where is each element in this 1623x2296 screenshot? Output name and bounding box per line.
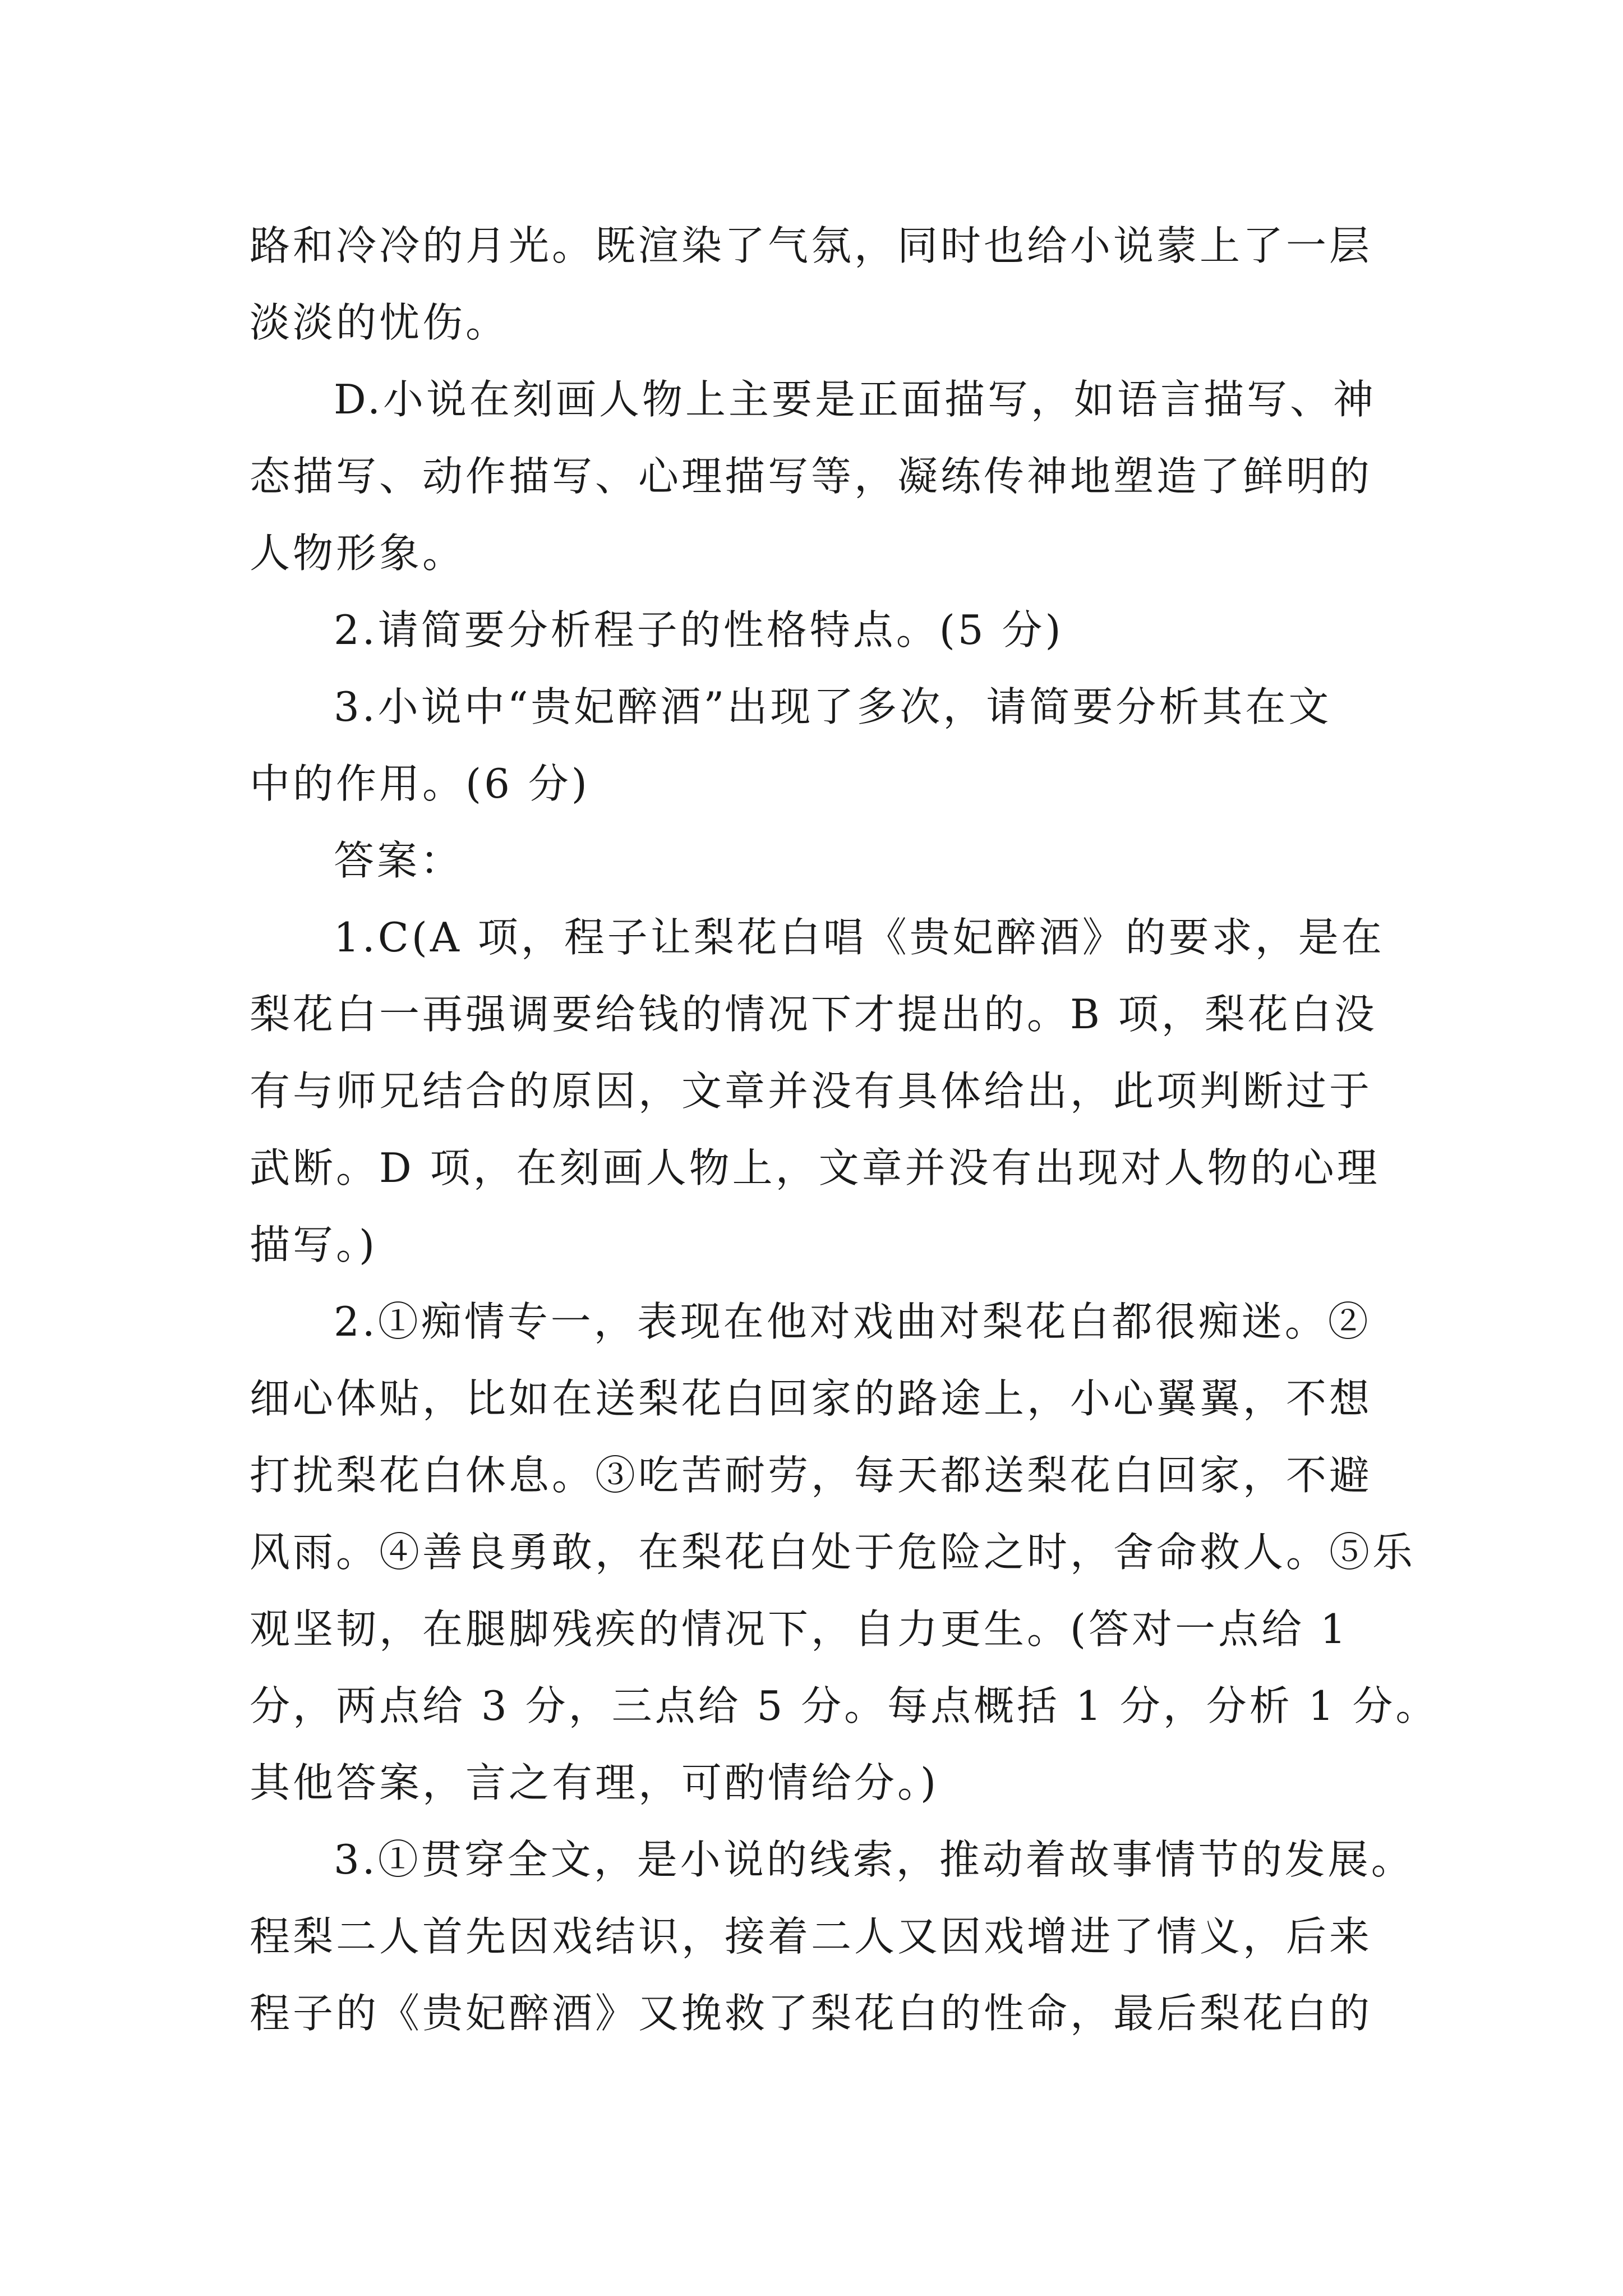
text-line: 打扰梨花白休息。③吃苦耐劳，每天都送梨花白回家，不避	[250, 1452, 1373, 1499]
text-line: 态描写、动作描写、心理描写等，凝练传神地塑造了鲜明的	[250, 453, 1373, 500]
text-line: 中的作用。(6 分)	[250, 760, 590, 807]
text-line: 人物形象。	[250, 530, 466, 577]
text-line: 淡淡的忧伤。	[250, 299, 509, 346]
question-2	[250, 592, 1388, 669]
text-line: 2.①痴情专一，表现在他对戏曲对梨花白都很痴迷。②	[334, 1298, 1371, 1345]
text-line: 3.①贯穿全文，是小说的线索，推动着故事情节的发展。	[334, 1836, 1414, 1883]
paragraph-option-c-continued	[250, 208, 1388, 361]
text-line: 其他答案，言之有理，可酌情给分。)	[250, 1759, 939, 1806]
text-line: 梨花白一再强调要给钱的情况下才提出的。B 项，梨花白没	[250, 991, 1377, 1038]
text-line: 3.小说中“贵妃醉酒”出现了多次，请简要分析其在文	[334, 683, 1332, 730]
text-line: 描写。)	[250, 1221, 378, 1268]
text-line: D.小说在刻画人物上主要是正面描写，如语言描写、神	[334, 376, 1377, 423]
text-line: 分，两点给 3 分，三点给 5 分。每点概括 1 分，分析 1 分。	[250, 1682, 1439, 1729]
text-line: 观坚韧，在腿脚残疾的情况下，自力更生。(答对一点给 1	[250, 1605, 1349, 1653]
text-line: 路和冷冷的月光。既渲染了气氛，同时也给小说蒙上了一层	[250, 222, 1373, 269]
paragraph-option-d	[250, 361, 1388, 592]
answer-heading	[250, 822, 1388, 899]
answer-2	[250, 1283, 1439, 1821]
document-body	[250, 208, 1439, 2052]
text-line: 1.C(A 项，程子让梨花白唱《贵妃醉酒》的要求，是在	[334, 914, 1385, 961]
text-line: 有与师兄结合的原因，文章并没有具体给出，此项判断过于	[250, 1068, 1373, 1115]
answer-3	[250, 1821, 1414, 2052]
text-line: 细心体贴，比如在送梨花白回家的路途上，小心翼翼，不想	[250, 1375, 1373, 1422]
text-line: 程梨二人首先因戏结识，接着二人又因戏增进了情义，后来	[250, 1913, 1373, 1960]
text-line: 答案：	[334, 837, 464, 884]
text-line: 武断。D 项，在刻画人物上，文章并没有出现对人物的心理	[250, 1144, 1380, 1191]
text-line: 风雨。④善良勇敢，在梨花白处于危险之时，舍命救人。⑤乐	[250, 1529, 1416, 1576]
text-line: 2.请简要分析程子的性格特点。(5 分)	[334, 606, 1064, 654]
question-3	[250, 669, 1388, 822]
answer-1	[250, 899, 1388, 1283]
text-line: 程子的《贵妃醉酒》又挽救了梨花白的性命，最后梨花白的	[250, 1990, 1373, 2037]
